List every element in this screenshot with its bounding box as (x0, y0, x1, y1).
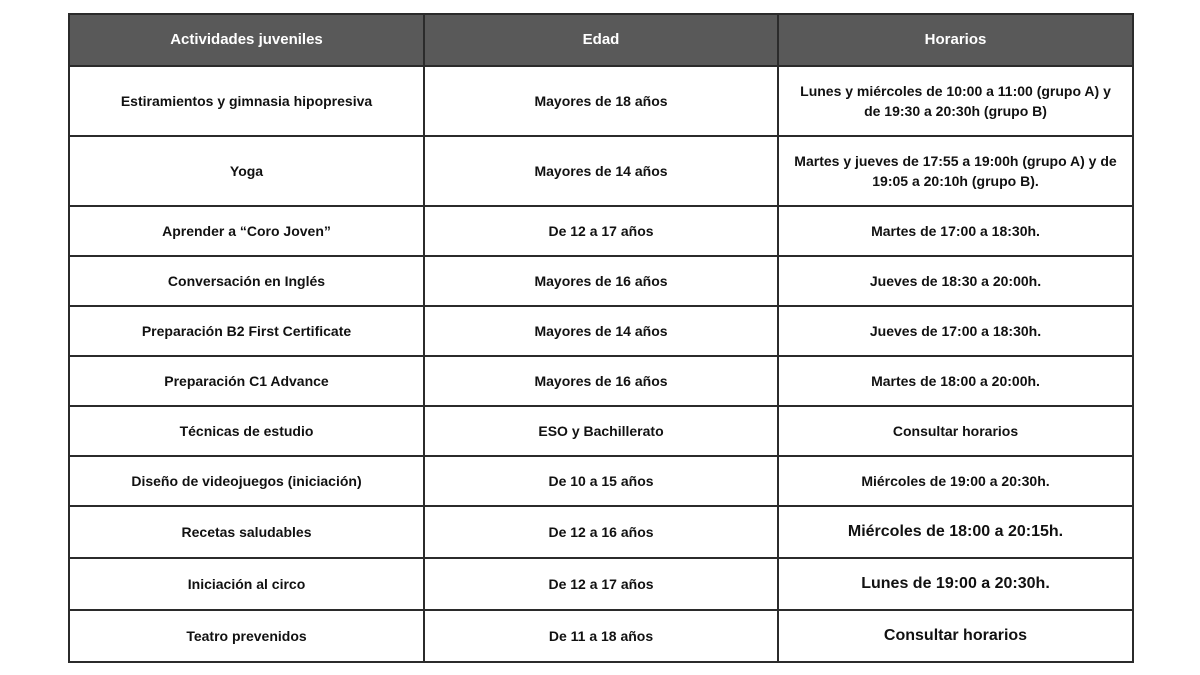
activity-cell: Teatro prevenidos (69, 610, 424, 662)
age-cell: De 12 a 16 años (424, 506, 778, 558)
schedule-cell: Jueves de 18:30 a 20:00h. (778, 256, 1133, 306)
table-row (69, 610, 1133, 662)
age-cell: Mayores de 16 años (424, 256, 778, 306)
age-cell: Mayores de 18 años (424, 66, 778, 136)
schedule-cell: Lunes y miércoles de 10:00 a 11:00 (grupo A) y de 19:30 a 20:30h (grupo B) (778, 66, 1133, 136)
schedule-cell: Jueves de 17:00 a 18:30h. (778, 306, 1133, 356)
activities-table (68, 13, 1134, 663)
activity-cell: Conversación en Inglés (69, 256, 424, 306)
activity-cell: Preparación C1 Advance (69, 356, 424, 406)
schedule-cell: Miércoles de 19:00 a 20:30h. (778, 456, 1133, 506)
age-cell: Mayores de 16 años (424, 356, 778, 406)
schedule-cell: Consultar horarios (778, 406, 1133, 456)
table-row (69, 256, 1133, 306)
activity-cell: Aprender a “Coro Joven” (69, 206, 424, 256)
age-cell: ESO y Bachillerato (424, 406, 778, 456)
header-row (69, 14, 1133, 66)
header-age: Edad (424, 14, 778, 66)
activity-cell: Preparación B2 First Certificate (69, 306, 424, 356)
schedule-cell: Lunes de 19:00 a 20:30h. (778, 558, 1133, 610)
header-schedule: Horarios (778, 14, 1133, 66)
activity-cell: Recetas saludables (69, 506, 424, 558)
schedule-cell: Consultar horarios (778, 610, 1133, 662)
activity-cell: Iniciación al circo (69, 558, 424, 610)
age-cell: De 12 a 17 años (424, 206, 778, 256)
table-row (69, 506, 1133, 558)
age-cell: Mayores de 14 años (424, 136, 778, 206)
table-row (69, 558, 1133, 610)
schedule-cell: Miércoles de 18:00 a 20:15h. (778, 506, 1133, 558)
age-cell: De 11 a 18 años (424, 610, 778, 662)
table-row (69, 206, 1133, 256)
table-row (69, 66, 1133, 136)
header-activities: Actividades juveniles (69, 14, 424, 66)
schedule-cell: Martes de 18:00 a 20:00h. (778, 356, 1133, 406)
table-row (69, 356, 1133, 406)
table-row (69, 406, 1133, 456)
activity-cell: Diseño de videojuegos (iniciación) (69, 456, 424, 506)
age-cell: De 10 a 15 años (424, 456, 778, 506)
table-row (69, 306, 1133, 356)
activity-cell: Estiramientos y gimnasia hipopresiva (69, 66, 424, 136)
age-cell: De 12 a 17 años (424, 558, 778, 610)
schedule-cell: Martes y jueves de 17:55 a 19:00h (grupo A) y de 19:05 a 20:10h (grupo B). (778, 136, 1133, 206)
table-row (69, 456, 1133, 506)
activity-cell: Técnicas de estudio (69, 406, 424, 456)
table-row (69, 136, 1133, 206)
schedule-cell: Martes de 17:00 a 18:30h. (778, 206, 1133, 256)
age-cell: Mayores de 14 años (424, 306, 778, 356)
activity-cell: Yoga (69, 136, 424, 206)
